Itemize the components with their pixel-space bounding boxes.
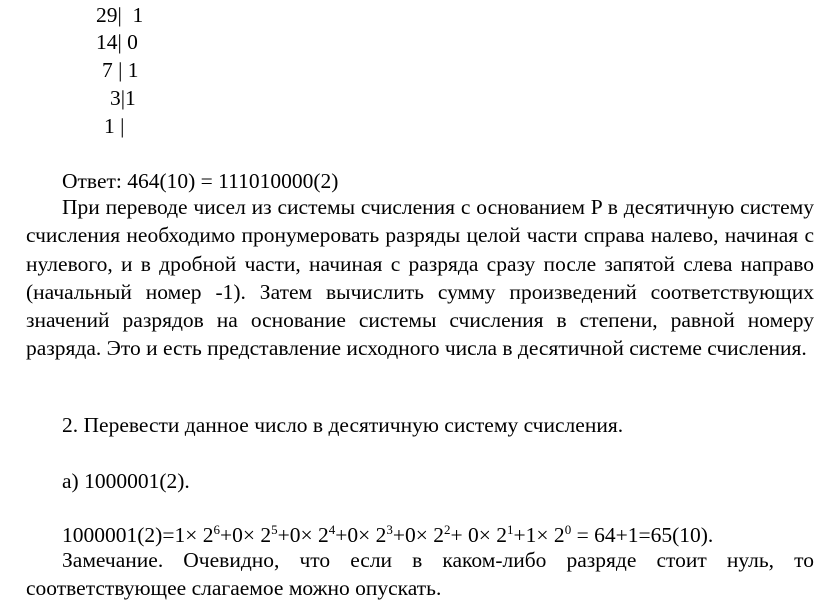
formula-lhs: 1000001(2) <box>62 523 163 547</box>
remark-text: Замечание. Очевидно, что если в каком-либо разряде стоит нуль, то соответствующее слагаемое можно опускать. <box>26 548 814 601</box>
formula-term: $+1\times 2^0$ <box>513 522 572 547</box>
division-row: 7 | 1 <box>102 58 139 82</box>
formula-term: $+0\times 2^2$ <box>392 522 451 547</box>
remark-paragraph <box>26 546 814 603</box>
division-row: 14| 0 <box>96 30 138 54</box>
conversion-rule-paragraph <box>26 193 814 363</box>
formula-term: + $0\times 2^1$ <box>450 522 514 547</box>
task-2a-label: а) 1000001(2). <box>62 469 190 493</box>
formula-term: $=1\times 2^6$ <box>162 522 220 547</box>
answer-line: Ответ: 464(10) = 111010000(2) <box>62 169 339 193</box>
division-row: 29| 1 <box>96 3 144 27</box>
division-row: 1 | <box>104 114 125 138</box>
division-row: 3|1 <box>110 86 136 110</box>
conversion-rule-text: При переводе чисел из системы счисления с основанием P в десятичную систему счисления необходимо пронумеровать разряды целой части справа налево, начиная с нулевого, и в дробной части, начиная с разряда сразу после запятой слева направо (начальный номер -1). Затем вычислить сумму произведений соответствующих значений разрядов на основание системы счисления в степени, равной номеру разряда. Это и есть представление исходного числа в десятичной системе счисления. <box>26 195 814 361</box>
formula-term: $+0\times 2^5$ <box>219 522 278 547</box>
task-2-heading: 2. Перевести данное число в десятичную систему счисления. <box>62 413 624 437</box>
expansion-formula <box>62 522 713 548</box>
formula-term: $+0\times 2^3$ <box>335 522 393 547</box>
formula-result: = 64+1=65(10). <box>571 523 714 547</box>
formula-term: $+0\times 2^4$ <box>277 522 336 547</box>
